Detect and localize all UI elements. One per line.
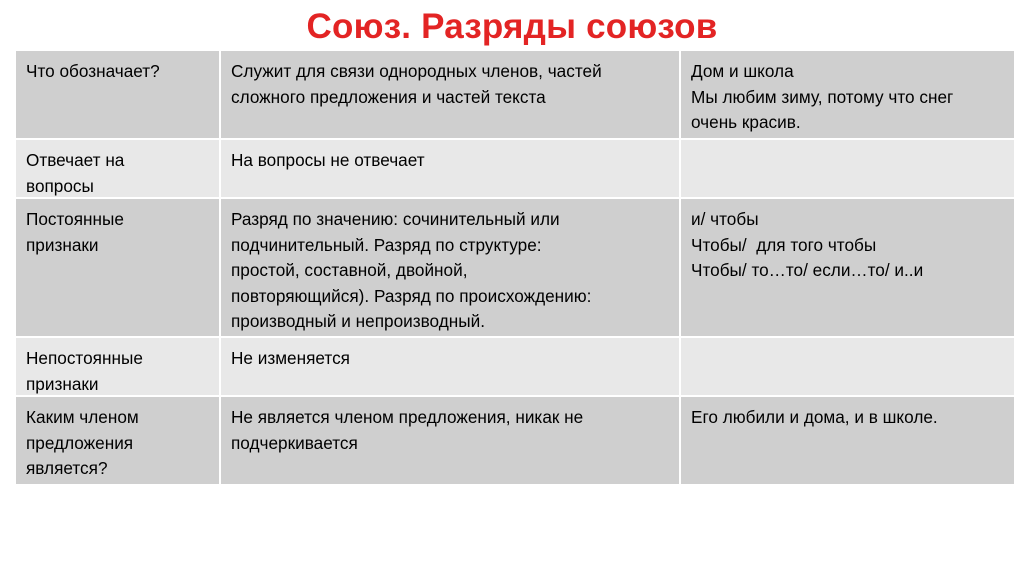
row-description-syntactic-role (221, 397, 679, 484)
row-description-permanent (221, 199, 679, 336)
row-example-line: очень красив. (691, 112, 801, 132)
row-example-line: Дом и школа (691, 61, 794, 81)
row-description-line: На вопросы не отвечает (231, 150, 425, 170)
row-label-line: Что обозначает? (26, 61, 160, 81)
row-example-line: Чтобы/ для того чтобы (691, 234, 877, 255)
row-description-line: Не является членом предложения, никак не (231, 407, 584, 427)
row-description-line: подчинительный. Разряд по структуре: (231, 234, 542, 255)
row-description-line: повторяющийся). Разряд по происхождению: (231, 285, 592, 306)
row-description-line: простой, составной, двойной, (231, 260, 468, 280)
row-label-nonpermanent (16, 338, 219, 395)
row-label-line: вопросы (26, 175, 94, 196)
row-example-line: Чтобы/ то…то/ если…то/ и..и (691, 260, 924, 280)
row-example-permanent (681, 199, 1014, 336)
row-label-line: признаки (26, 373, 99, 394)
row-label-permanent (16, 199, 219, 336)
row-description-questions (221, 140, 679, 197)
row-label-line: признаки (26, 234, 99, 255)
row-label-line: Непостоянные (26, 348, 143, 368)
row-description-line: Служит для связи однородных членов, частей (231, 61, 602, 81)
row-label-line: Отвечает на (26, 150, 125, 170)
row-example-line: Его любили и дома, и в школе. (691, 407, 938, 427)
row-description-line: подчеркивается (231, 432, 358, 453)
conjunction-table (16, 51, 1010, 476)
row-label-line: является? (26, 458, 108, 478)
row-label-line: Каким членом (26, 407, 139, 427)
row-label-questions (16, 140, 219, 197)
row-description-nonpermanent (221, 338, 679, 395)
row-label-syntactic-role (16, 397, 219, 484)
row-description-line: Не изменяется (231, 348, 350, 368)
row-example-questions (681, 140, 1014, 197)
row-example-meaning (681, 51, 1014, 138)
slide-title: Союз. Разряды союзов (306, 7, 718, 46)
row-label-line: Постоянные (26, 209, 124, 229)
row-example-line: и/ чтобы (691, 209, 759, 229)
row-description-line: производный и непроизводный. (231, 311, 485, 331)
row-description-line: Разряд по значению: сочинительный или (231, 209, 560, 229)
row-description-line: сложного предложения и частей текста (231, 86, 546, 107)
row-example-nonpermanent (681, 338, 1014, 395)
row-label-meaning (16, 51, 219, 138)
row-description-meaning (221, 51, 679, 138)
row-example-line: Мы любим зиму, потому что снег (691, 86, 954, 107)
row-label-line: предложения (26, 432, 134, 453)
row-example-syntactic-role (681, 397, 1014, 484)
